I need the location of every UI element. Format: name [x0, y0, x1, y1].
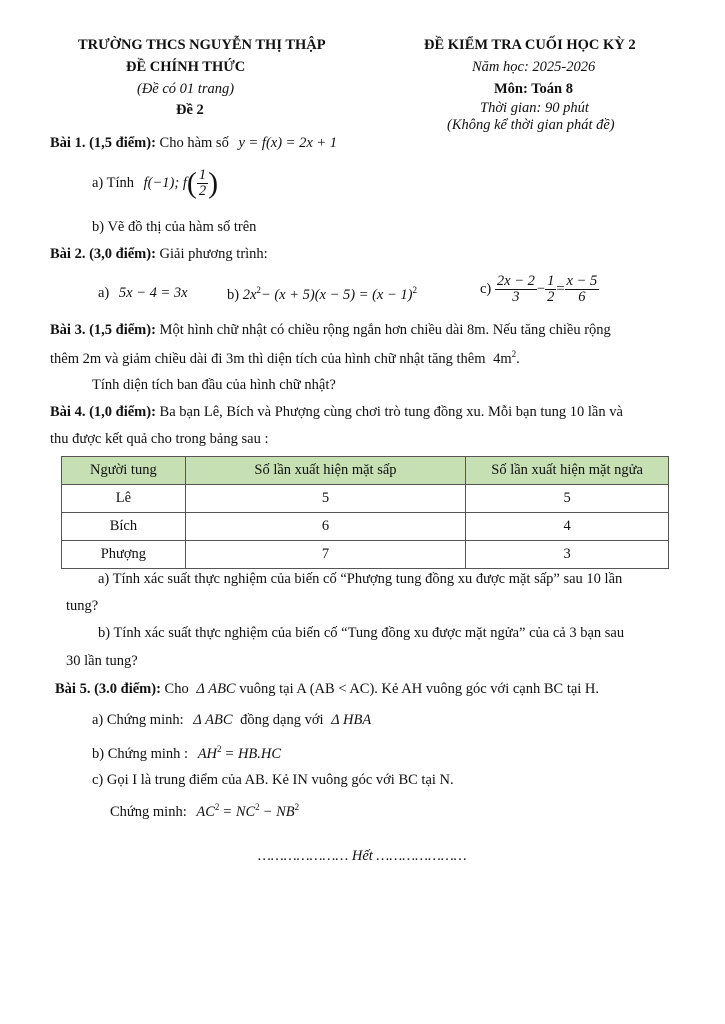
question-3-line3: Tính diện tích ban đầu của hình chữ nhật? — [92, 377, 336, 393]
duration: Thời gian: 90 phút — [480, 100, 589, 116]
question-1b: b) Vẽ đồ thị của hàm số trên — [92, 219, 257, 235]
question-4-line2: thu được kết quả cho trong bảng sau : — [50, 431, 269, 447]
question-1 — [50, 135, 337, 152]
fraction-1: $\frac{2x - 2}{3}$ — [496, 273, 535, 305]
table-row — [62, 541, 669, 569]
question-5c-proof: Chứng minh: $AC^2 = NC^2 - NB^2$ — [110, 802, 300, 820]
end-marker: ………………… Hết ………………… — [258, 848, 467, 864]
question-4b-line2: 30 lần tung? — [66, 653, 138, 669]
question-1a-label: a) Tính — [92, 174, 135, 191]
question-4 — [50, 404, 623, 421]
question-1-title: Bài 1. (1,5 điểm): — [50, 135, 156, 151]
triangle-abc: Δ ABC — [196, 681, 236, 697]
question-4a-line1: a) Tính xác suất thực nghiệm của biến cố “Phượng tung đồng xu được mặt sấp” sau 10 lần — [98, 571, 623, 587]
table-cell: 5 — [185, 485, 465, 513]
coin-toss-table — [61, 456, 669, 569]
question-3-title: Bài 3. (1,5 điểm): — [50, 322, 156, 338]
question-5a: a) Chứng minh: Δ ABC đồng dạng với Δ HBA — [92, 712, 372, 728]
table-cell: 6 — [185, 513, 465, 541]
table-cell: 7 — [185, 541, 465, 569]
exam-code: Đề 2 — [176, 102, 204, 118]
subject: Môn: Toán 8 — [494, 81, 573, 97]
equals-sign: = — [556, 280, 565, 297]
question-5c: c) Gọi I là trung điểm của AB. Kẻ IN vuông góc với BC tại N. — [92, 772, 454, 788]
question-5b: b) Chứng minh : $AH^2 = HB.HC$ — [92, 744, 282, 762]
table-header: Người tung — [62, 457, 186, 485]
table-cell: Phượng — [62, 541, 186, 569]
question-2a-expr: 5x − 4 = 3x — [118, 285, 188, 301]
question-2-text: Giải phương trình: — [159, 246, 268, 262]
question-2b-expr-part1: 2x — [242, 286, 257, 303]
minus-sign: − — [536, 280, 546, 297]
table-header-row — [62, 457, 669, 485]
question-2b-expr-part2: − (x + 5)(x − 5) = (x − 1) — [260, 286, 413, 303]
question-4-title: Bài 4. (1,0 điểm): — [50, 404, 156, 420]
question-5 — [55, 681, 599, 698]
question-2b-label: b) — [227, 286, 240, 303]
table-cell: 5 — [466, 485, 669, 513]
table-row — [62, 485, 669, 513]
question-2b — [227, 285, 417, 304]
table-cell: Bích — [62, 513, 186, 541]
official-label: ĐỀ CHÍNH THỨC — [126, 59, 246, 75]
question-4a-line2: tung? — [66, 598, 99, 614]
question-5-text1: Cho — [164, 681, 189, 697]
question-3-line1: Một hình chữ nhật có chiều rộng ngắn hơn chiều dài 8m. Nếu tăng chiều rộng — [159, 322, 611, 338]
question-4-line1: Ba bạn Lê, Bích và Phượng cùng chơi trò tung đồng xu. Mỗi bạn tung 10 lần và — [159, 404, 623, 420]
table-header: Số lần xuất hiện mặt ngửa — [466, 457, 669, 485]
question-5-text2: vuông tại A (AB < AC). Kẻ AH vuông góc với cạnh BC tại H. — [239, 681, 600, 697]
fraction-one-half: $\frac{1}{2}$ — [198, 167, 207, 199]
table-row — [62, 513, 669, 541]
page-count: (Đề có 01 trang) — [137, 81, 235, 97]
question-1a: a) Tính f(−1); f( $\frac{1}{2}$ ) — [92, 166, 219, 200]
question-1a-expr: f(−1); f — [143, 174, 187, 191]
triangle-hba: Δ HBA — [331, 712, 372, 728]
fraction-2: $\frac{1}{2}$ — [547, 273, 555, 305]
question-2-title: Bài 2. (3,0 điểm): — [50, 246, 156, 262]
table-cell: 4 — [466, 513, 669, 541]
table-cell: Lê — [62, 485, 186, 513]
question-2c — [480, 274, 599, 305]
question-2a-label: a) — [98, 285, 110, 301]
question-3-line2: thêm 2m và giảm chiều dài đi 3m thì diện tích của hình chữ nhật tăng thêm $4m^2$. — [50, 349, 520, 367]
question-2a — [98, 285, 188, 302]
school-name: TRƯỜNG THCS NGUYỄN THỊ THẬP — [78, 37, 326, 53]
fraction-3: $\frac{x - 5}{6}$ — [566, 273, 598, 305]
question-2 — [50, 246, 268, 263]
question-1-text: Cho hàm số — [159, 135, 229, 151]
superscript: 2 — [412, 285, 417, 295]
question-3 — [50, 322, 611, 339]
question-4b-line1: b) Tính xác suất thực nghiệm của biến cố “Tung đồng xu được mặt ngửa” của cả 3 bạn sau — [98, 625, 625, 641]
question-1-function: y = f(x) = 2x + 1 — [238, 135, 338, 151]
superscript: 2 — [256, 285, 261, 295]
table-header: Số lần xuất hiện mặt sấp — [185, 457, 465, 485]
question-2c-label: c) — [480, 280, 492, 297]
school-year: Năm học: 2025-2026 — [472, 59, 596, 75]
duration-note: (Không kể thời gian phát đề) — [447, 117, 615, 133]
table-cell: 3 — [466, 541, 669, 569]
exam-title: ĐỀ KIỂM TRA CUỐI HỌC KỲ 2 — [424, 37, 636, 53]
question-5-title: Bài 5. (3.0 điểm): — [55, 681, 161, 697]
triangle-abc: Δ ABC — [193, 712, 233, 728]
area-value: 4m — [493, 350, 512, 367]
